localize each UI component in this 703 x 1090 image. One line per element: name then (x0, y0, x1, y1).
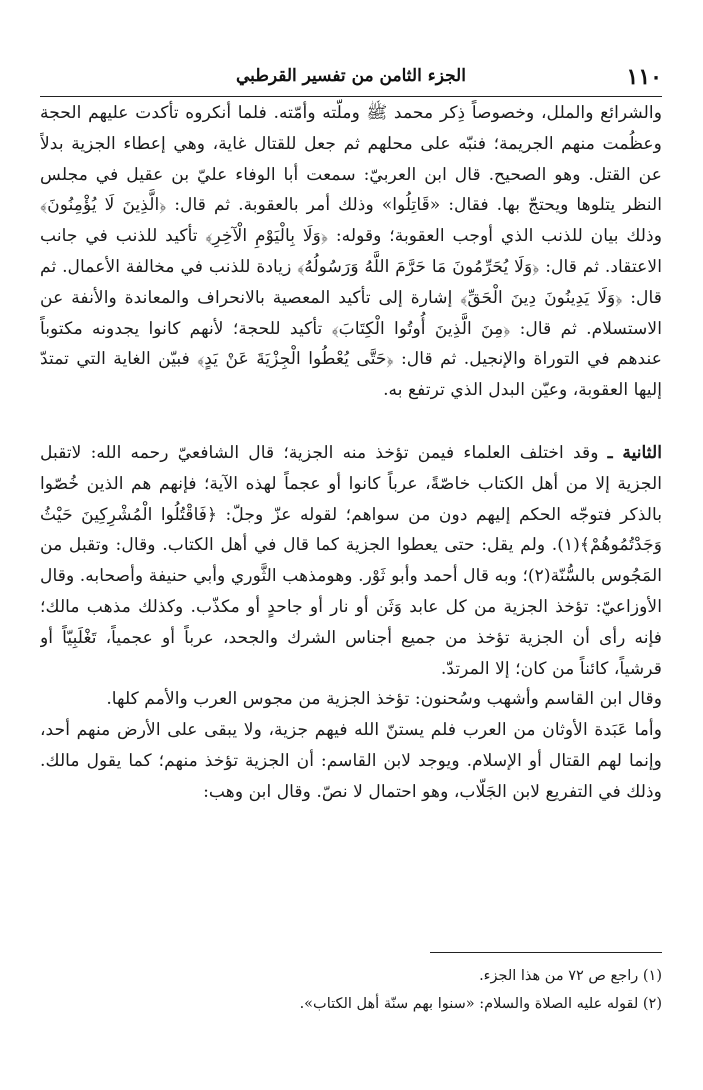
header-divider (40, 96, 662, 97)
page-header (40, 62, 662, 94)
paragraph-3: وقال ابن القاسم وأشهب وسُحنون: تؤخذ الجزية من مجوس العرب والأمم كلها. (106, 689, 662, 710)
section-heading-second: الثانية ـ (607, 442, 662, 463)
paragraph-4: وأما عَبَدة الأوثان من العرب فلم يستنّ الله فيهم جزية، ولا يبقى على الأرض منهم أحد، وإنما لهم القتال أو الإسلام. ويوجد لابن القاسم: أن الجزية تؤخذ منهم؛ كما يقول مالك. وذلك في التفريع لابن الجَلّاب، وهو احتمال لا نصّ. وقال ابن وهب: (40, 720, 662, 802)
footnote-1: (١) راجع ص ٧٢ من هذا الجزء. (479, 968, 662, 984)
footnotes (40, 962, 662, 1018)
running-title: الجزء الثامن من تفسير القرطبي (236, 66, 466, 86)
paragraph-2-text: وقد اختلف العلماء فيمن تؤخذ منه الجزية؛ قال الشافعيّ رحمه الله: لاتقبل الجزية إلا من أهل الكتاب خاصّةً، عرباً كانوا أو عجماً لهذه الآية؛ فإنهم هم الذين خُصّوا بالذكر فتوجّه الحكم إليهم دون من سواهم؛ لقوله عزّ وجلّ: ﴿فَاقْتُلُوا الْمُشْرِكِينَ حَيْثُ وَجَدْتُمُوهُمْ﴾(١). ولم يقل: حتى يعطوا الجزية كما قال في أهل الكتاب. وقال: وتقبل من المَجُوس بالسُّنّة(٢)؛ وبه قال أحمد وأبو ثَوْر. وهومذهب الثَّوري وأبي حنيفة وأصحابه. وقال الأوزاعيّ: تؤخذ الجزية من كل عابد وَثَن أو نار أو جاحدٍ أو مكذّب. وكذلك مذهب مالك؛ فإنه رأى أن الجزية تؤخذ من جميع أجناس الشرك والجحد، عرباً أو عجمياً، تَغْلَبِيّاً أو قرشياً، كائناً من كان؛ إلا المرتدّ. (40, 442, 662, 679)
footnote-divider (430, 952, 662, 953)
paragraph-1: والشرائع والملل، وخصوصاً ذِكر محمد ﷺ وملّته وأمّته. فلما أنكروه تأكدت عليهم الحجة وعظُمت منهم الجريمة؛ فنبّه على محلهم ثم جعل للقتال غاية، وهي إعطاء الجزية بدلاً عن القتل. وهو الصحيح. قال ابن العربيّ: سمعت أبا الوفاء عليّ بن عقيل في مجلس النظر يتلوها ويحتجّ بها. فقال: «قَاتِلُوا» وذلك أمر بالعقوبة. ثم قال: ﴿الَّذِينَ لَا يُؤْمِنُونَ﴾ وذلك بيان للذنب الذي أوجب العقوبة؛ وقوله: ﴿وَلَا بِالْيَوْمِ الْآخِرِ﴾ تأكيد للذنب في جانب الاعتقاد. ثم قال: ﴿وَلَا يُحَرِّمُونَ مَا حَرَّمَ اللَّهُ وَرَسُولُهُ﴾ زيادة للذنب في مخالفة الأعمال. ثم قال: ﴿وَلَا يَدِينُونَ دِينَ الْحَقِّ﴾ إشارة إلى تأكيد المعصية بالانحراف والمعاندة والأنفة عن الاستسلام. ثم قال: ﴿مِنَ الَّذِينَ أُوتُوا الْكِتَابَ﴾ تأكيد للحجة؛ لأنهم كانوا يجدونه مكتوباً عندهم في التوراة والإنجيل. ثم قال: ﴿حَتَّى يُعْطُوا الْجِزْيَةَ عَنْ يَدٍ﴾ فبيّن الغاية التي تمتدّ إليها العقوبة، وعيّن البدل الذي ترتفع به. (40, 103, 662, 401)
footnote-2: (٢) لقوله عليه الصلاة والسلام: «سنوا بهم سنّة أهل الكتاب». (299, 996, 662, 1012)
main-text (40, 98, 662, 938)
page-number: ١١٠ (626, 64, 662, 90)
section-spacer (40, 406, 662, 438)
paragraph-2 (40, 438, 662, 684)
